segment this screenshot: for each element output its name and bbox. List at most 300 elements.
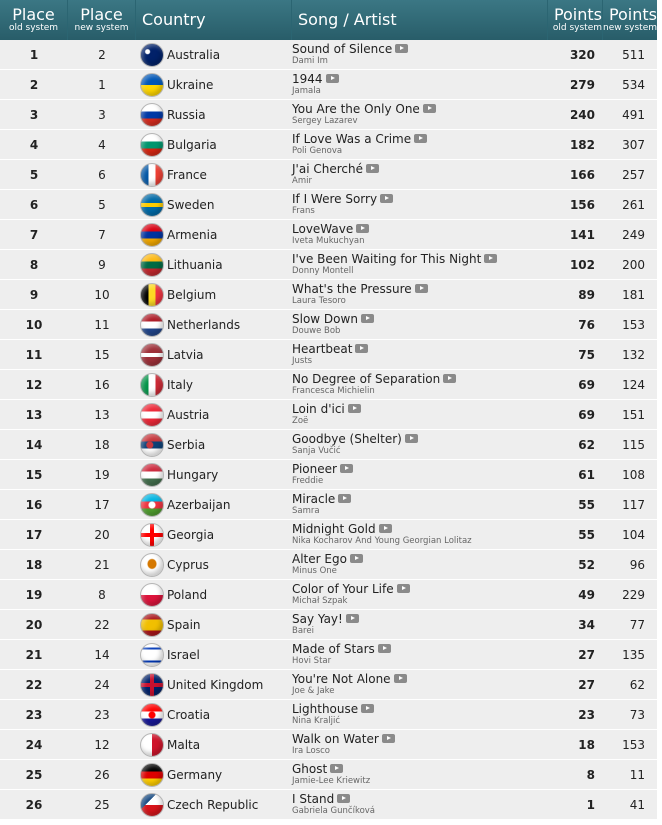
- points-old-cell: 75: [548, 340, 603, 370]
- points-new-cell: 257: [603, 160, 657, 190]
- country-cell: Azerbaijan: [167, 490, 292, 520]
- place-new-cell: 16: [68, 370, 136, 400]
- table-row[interactable]: [0, 400, 657, 430]
- play-video-icon[interactable]: [378, 644, 391, 653]
- place-old-cell: 19: [0, 580, 68, 610]
- play-video-icon[interactable]: [366, 164, 379, 173]
- song-title[interactable]: Lighthouse: [292, 702, 359, 716]
- header-place-new[interactable]: [68, 0, 136, 40]
- header-points-new-label: Points: [608, 5, 657, 24]
- place-new-cell: 1: [68, 70, 136, 100]
- table-row[interactable]: [0, 430, 657, 460]
- croatia-flag-icon: [140, 703, 164, 727]
- flag-cell: [136, 310, 167, 340]
- song-title[interactable]: Sound of Silence: [292, 42, 393, 56]
- artist-name: Zoë: [292, 416, 309, 426]
- lithuania-flag-icon: [140, 253, 164, 277]
- points-old-cell: 182: [548, 130, 603, 160]
- hungary-flag-icon: [140, 463, 164, 487]
- country-cell: Armenia: [167, 220, 292, 250]
- ukraine-flag-icon: [140, 73, 164, 97]
- country-cell: Lithuania: [167, 250, 292, 280]
- artist-name: Michał Szpak: [292, 596, 348, 606]
- place-old-cell: 3: [0, 100, 68, 130]
- points-old-cell: 141: [548, 220, 603, 250]
- artist-name: Samra: [292, 506, 320, 516]
- place-old-cell: 12: [0, 370, 68, 400]
- play-video-icon[interactable]: [379, 524, 392, 533]
- song-artist-cell: [292, 670, 548, 700]
- place-new-cell: 24: [68, 670, 136, 700]
- header-points-new[interactable]: [603, 0, 657, 40]
- play-video-icon[interactable]: [405, 434, 418, 443]
- table-row[interactable]: [0, 640, 657, 670]
- place-old-cell: 8: [0, 250, 68, 280]
- place-new-cell: 2: [68, 40, 136, 70]
- song-title[interactable]: Walk on Water: [292, 732, 379, 746]
- table-row[interactable]: [0, 370, 657, 400]
- song-title[interactable]: If I Were Sorry: [292, 192, 378, 206]
- place-old-cell: 26: [0, 790, 68, 820]
- flag-cell: [136, 580, 167, 610]
- latvia-flag-icon: [140, 343, 164, 367]
- points-new-cell: 534: [603, 70, 657, 100]
- song-artist-cell: [292, 550, 548, 580]
- artist-name: Douwe Bob: [292, 326, 341, 336]
- sweden-flag-icon: [140, 193, 164, 217]
- artist-name: Donny Montell: [292, 266, 354, 276]
- artist-name: Ira Losco: [292, 746, 331, 756]
- points-old-cell: 69: [548, 370, 603, 400]
- play-video-icon[interactable]: [346, 614, 359, 623]
- place-new-cell: 11: [68, 310, 136, 340]
- artist-name: Sergey Lazarev: [292, 116, 358, 126]
- flag-cell: [136, 700, 167, 730]
- place-new-cell: 4: [68, 130, 136, 160]
- points-new-cell: 132: [603, 340, 657, 370]
- place-old-cell: 14: [0, 430, 68, 460]
- header-place-old[interactable]: [0, 0, 68, 40]
- belgium-flag-icon: [140, 283, 164, 307]
- place-old-cell: 1: [0, 40, 68, 70]
- points-old-cell: 27: [548, 670, 603, 700]
- song-artist-cell: [292, 40, 548, 70]
- play-video-icon[interactable]: [484, 254, 497, 263]
- song-artist-cell: [292, 100, 548, 130]
- table-row[interactable]: [0, 670, 657, 700]
- germany-flag-icon: [140, 763, 164, 787]
- play-video-icon[interactable]: [443, 374, 456, 383]
- song-title[interactable]: Miracle: [292, 492, 336, 506]
- table-row[interactable]: [0, 40, 657, 70]
- table-row[interactable]: [0, 310, 657, 340]
- table-row[interactable]: [0, 460, 657, 490]
- play-video-icon[interactable]: [361, 314, 374, 323]
- place-new-cell: 20: [68, 520, 136, 550]
- place-old-cell: 17: [0, 520, 68, 550]
- country-cell: Cyprus: [167, 550, 292, 580]
- song-artist-cell: [292, 790, 548, 820]
- play-video-icon[interactable]: [414, 134, 427, 143]
- flag-cell: [136, 460, 167, 490]
- song-title[interactable]: J'ai Cherché: [292, 162, 363, 176]
- place-old-cell: 11: [0, 340, 68, 370]
- place-new-cell: 25: [68, 790, 136, 820]
- country-cell: Latvia: [167, 340, 292, 370]
- georgia-flag-icon: [140, 523, 164, 547]
- flag-cell: [136, 760, 167, 790]
- czech-republic-flag-icon: [140, 793, 164, 817]
- netherlands-flag-icon: [140, 313, 164, 337]
- table-row[interactable]: [0, 520, 657, 550]
- play-video-icon[interactable]: [415, 284, 428, 293]
- play-video-icon[interactable]: [326, 74, 339, 83]
- country-cell: France: [167, 160, 292, 190]
- flag-cell: [136, 520, 167, 550]
- points-new-cell: 229: [603, 580, 657, 610]
- table-row[interactable]: [0, 130, 657, 160]
- points-new-cell: 73: [603, 700, 657, 730]
- country-cell: Spain: [167, 610, 292, 640]
- song-title[interactable]: Loin d'ici: [292, 402, 345, 416]
- flag-cell: [136, 220, 167, 250]
- place-new-cell: 19: [68, 460, 136, 490]
- points-new-cell: 135: [603, 640, 657, 670]
- flag-cell: [136, 790, 167, 820]
- country-cell: Croatia: [167, 700, 292, 730]
- flag-cell: [136, 70, 167, 100]
- flag-cell: [136, 490, 167, 520]
- france-flag-icon: [140, 163, 164, 187]
- header-row: [0, 0, 657, 40]
- play-video-icon[interactable]: [356, 224, 369, 233]
- song-artist-cell: [292, 520, 548, 550]
- place-old-cell: 6: [0, 190, 68, 220]
- header-place-new-sub: new system: [74, 23, 129, 33]
- place-new-cell: 8: [68, 580, 136, 610]
- flag-cell: [136, 340, 167, 370]
- place-old-cell: 9: [0, 280, 68, 310]
- flag-cell: [136, 730, 167, 760]
- header-country-label: Country: [142, 10, 206, 29]
- place-new-cell: 18: [68, 430, 136, 460]
- points-new-cell: 181: [603, 280, 657, 310]
- artist-name: Minus One: [292, 566, 337, 576]
- flag-cell: [136, 640, 167, 670]
- place-new-cell: 5: [68, 190, 136, 220]
- song-artist-cell: [292, 280, 548, 310]
- country-cell: Bulgaria: [167, 130, 292, 160]
- bulgaria-flag-icon: [140, 133, 164, 157]
- song-artist-cell: [292, 340, 548, 370]
- points-old-cell: 61: [548, 460, 603, 490]
- points-new-cell: 124: [603, 370, 657, 400]
- header-points-old[interactable]: [548, 0, 603, 40]
- play-video-icon[interactable]: [395, 44, 408, 53]
- country-cell: Italy: [167, 370, 292, 400]
- song-artist-cell: [292, 160, 548, 190]
- song-artist-cell: [292, 220, 548, 250]
- song-title[interactable]: I Stand: [292, 792, 335, 806]
- artist-name: Nika Kocharov And Young Georgian Lolitaz: [292, 536, 472, 546]
- song-title[interactable]: 1944: [292, 72, 323, 86]
- play-video-icon[interactable]: [361, 704, 374, 713]
- points-new-cell: 96: [603, 550, 657, 580]
- poland-flag-icon: [140, 583, 164, 607]
- place-old-cell: 5: [0, 160, 68, 190]
- table-row[interactable]: [0, 790, 657, 820]
- points-new-cell: 261: [603, 190, 657, 220]
- flag-cell: [136, 400, 167, 430]
- points-old-cell: 49: [548, 580, 603, 610]
- flag-cell: [136, 280, 167, 310]
- play-video-icon[interactable]: [397, 584, 410, 593]
- points-new-cell: 153: [603, 310, 657, 340]
- play-video-icon[interactable]: [330, 764, 343, 773]
- song-artist-cell: [292, 130, 548, 160]
- song-title[interactable]: Alter Ego: [292, 552, 347, 566]
- header-points-new-sub: new system: [603, 23, 657, 33]
- song-artist-cell: [292, 250, 548, 280]
- header-song-artist[interactable]: [292, 0, 548, 40]
- artist-name: Iveta Mukuchyan: [292, 236, 365, 246]
- serbia-flag-icon: [140, 433, 164, 457]
- table-row[interactable]: [0, 220, 657, 250]
- table-row[interactable]: [0, 100, 657, 130]
- points-old-cell: 55: [548, 520, 603, 550]
- place-new-cell: 7: [68, 220, 136, 250]
- points-old-cell: 34: [548, 610, 603, 640]
- artist-name: Laura Tesoro: [292, 296, 346, 306]
- place-old-cell: 24: [0, 730, 68, 760]
- song-title[interactable]: Made of Stars: [292, 642, 375, 656]
- points-old-cell: 89: [548, 280, 603, 310]
- artist-name: Poli Genova: [292, 146, 343, 156]
- song-artist-cell: [292, 610, 548, 640]
- place-old-cell: 7: [0, 220, 68, 250]
- place-new-cell: 26: [68, 760, 136, 790]
- artist-name: Justs: [292, 356, 313, 366]
- table-row[interactable]: [0, 580, 657, 610]
- place-old-cell: 10: [0, 310, 68, 340]
- place-old-cell: 18: [0, 550, 68, 580]
- artist-name: Gabriela Gunčíková: [292, 806, 376, 816]
- country-cell: Hungary: [167, 460, 292, 490]
- italy-flag-icon: [140, 373, 164, 397]
- points-new-cell: 307: [603, 130, 657, 160]
- table-row[interactable]: [0, 70, 657, 100]
- table-row[interactable]: [0, 250, 657, 280]
- table-row[interactable]: [0, 490, 657, 520]
- header-place-old-sub: old system: [8, 23, 59, 33]
- place-new-cell: 10: [68, 280, 136, 310]
- song-artist-cell: [292, 370, 548, 400]
- header-place-new-label: Place: [80, 5, 123, 24]
- song-artist-cell: [292, 400, 548, 430]
- israel-flag-icon: [140, 643, 164, 667]
- table-row[interactable]: [0, 550, 657, 580]
- place-old-cell: 25: [0, 760, 68, 790]
- points-new-cell: 249: [603, 220, 657, 250]
- song-title[interactable]: Midnight Gold: [292, 522, 376, 536]
- points-new-cell: 117: [603, 490, 657, 520]
- flag-cell: [136, 190, 167, 220]
- play-video-icon[interactable]: [340, 464, 353, 473]
- artist-name: Dami Im: [292, 56, 328, 66]
- place-new-cell: 21: [68, 550, 136, 580]
- place-new-cell: 14: [68, 640, 136, 670]
- country-cell: Australia: [167, 40, 292, 70]
- place-new-cell: 17: [68, 490, 136, 520]
- song-title[interactable]: If Love Was a Crime: [292, 132, 412, 146]
- play-video-icon[interactable]: [350, 554, 363, 563]
- place-old-cell: 22: [0, 670, 68, 700]
- artist-name: Joe & Jake: [292, 686, 335, 696]
- header-country[interactable]: [136, 0, 292, 40]
- song-title[interactable]: Goodbye (Shelter): [292, 432, 402, 446]
- place-new-cell: 22: [68, 610, 136, 640]
- malta-flag-icon: [140, 733, 164, 757]
- play-video-icon[interactable]: [338, 494, 351, 503]
- points-old-cell: 240: [548, 100, 603, 130]
- song-artist-cell: [292, 700, 548, 730]
- song-title[interactable]: Pioneer: [292, 462, 337, 476]
- artist-name: Jamie-Lee Kriewitz: [292, 776, 371, 786]
- song-artist-cell: [292, 190, 548, 220]
- points-old-cell: 1: [548, 790, 603, 820]
- table-row[interactable]: [0, 280, 657, 310]
- artist-name: Frans: [292, 206, 315, 216]
- points-old-cell: 55: [548, 490, 603, 520]
- country-cell: Ukraine: [167, 70, 292, 100]
- song-artist-cell: [292, 430, 548, 460]
- song-title[interactable]: LoveWave: [292, 222, 354, 236]
- azerbaijan-flag-icon: [140, 493, 164, 517]
- song-title[interactable]: Heartbeat: [292, 342, 353, 356]
- country-cell: United Kingdom: [167, 670, 292, 700]
- points-old-cell: 279: [548, 70, 603, 100]
- place-new-cell: 13: [68, 400, 136, 430]
- song-title[interactable]: Ghost: [292, 762, 328, 776]
- song-artist-cell: [292, 730, 548, 760]
- points-new-cell: 11: [603, 760, 657, 790]
- points-new-cell: 62: [603, 670, 657, 700]
- country-cell: Russia: [167, 100, 292, 130]
- song-artist-cell: [292, 70, 548, 100]
- place-old-cell: 20: [0, 610, 68, 640]
- song-title[interactable]: No Degree of Separation: [292, 372, 441, 386]
- points-new-cell: 41: [603, 790, 657, 820]
- points-old-cell: 23: [548, 700, 603, 730]
- table-row[interactable]: [0, 730, 657, 760]
- song-title[interactable]: Color of Your Life: [292, 582, 394, 596]
- table-row[interactable]: [0, 700, 657, 730]
- cyprus-flag-icon: [140, 553, 164, 577]
- song-title[interactable]: You're Not Alone: [292, 672, 391, 686]
- points-new-cell: 491: [603, 100, 657, 130]
- play-video-icon[interactable]: [337, 794, 350, 803]
- points-old-cell: 320: [548, 40, 603, 70]
- country-cell: Malta: [167, 730, 292, 760]
- play-video-icon[interactable]: [382, 734, 395, 743]
- play-video-icon[interactable]: [348, 404, 361, 413]
- artist-name: Freddie: [292, 476, 324, 486]
- spain-flag-icon: [140, 613, 164, 637]
- song-title[interactable]: I've Been Waiting for This Night: [292, 252, 482, 266]
- country-cell: Austria: [167, 400, 292, 430]
- flag-cell: [136, 670, 167, 700]
- points-old-cell: 8: [548, 760, 603, 790]
- header-points-old-sub: old system: [552, 23, 602, 33]
- artist-name: Amir: [292, 176, 312, 186]
- artist-name: Jamala: [292, 86, 321, 96]
- points-old-cell: 156: [548, 190, 603, 220]
- country-cell: Georgia: [167, 520, 292, 550]
- table-row[interactable]: [0, 340, 657, 370]
- place-old-cell: 21: [0, 640, 68, 670]
- country-cell: Belgium: [167, 280, 292, 310]
- results-body: [0, 40, 657, 820]
- points-new-cell: 104: [603, 520, 657, 550]
- song-title[interactable]: You Are the Only One: [292, 102, 420, 116]
- place-new-cell: 23: [68, 700, 136, 730]
- country-cell: Israel: [167, 640, 292, 670]
- header-points-old-label: Points: [553, 5, 602, 24]
- table-row[interactable]: [0, 760, 657, 790]
- place-old-cell: 16: [0, 490, 68, 520]
- artist-name: Francesca Michielin: [292, 386, 375, 396]
- points-old-cell: 102: [548, 250, 603, 280]
- artist-name: Barei: [292, 626, 314, 636]
- song-artist-cell: [292, 640, 548, 670]
- points-old-cell: 62: [548, 430, 603, 460]
- play-video-icon[interactable]: [394, 674, 407, 683]
- country-cell: Germany: [167, 760, 292, 790]
- place-old-cell: 15: [0, 460, 68, 490]
- table-row[interactable]: [0, 160, 657, 190]
- song-title[interactable]: Say Yay!: [292, 612, 343, 626]
- points-new-cell: 511: [603, 40, 657, 70]
- flag-cell: [136, 40, 167, 70]
- table-row[interactable]: [0, 190, 657, 220]
- points-new-cell: 153: [603, 730, 657, 760]
- points-old-cell: 69: [548, 400, 603, 430]
- country-cell: Poland: [167, 580, 292, 610]
- place-new-cell: 12: [68, 730, 136, 760]
- song-artist-cell: [292, 490, 548, 520]
- points-old-cell: 76: [548, 310, 603, 340]
- header-place-old-label: Place: [12, 5, 55, 24]
- table-row[interactable]: [0, 610, 657, 640]
- song-title[interactable]: Slow Down: [292, 312, 358, 326]
- song-title[interactable]: What's the Pressure: [292, 282, 412, 296]
- play-video-icon[interactable]: [355, 344, 368, 353]
- song-artist-cell: [292, 760, 548, 790]
- header-song-artist-label: Song / Artist: [298, 10, 397, 29]
- united-kingdom-flag-icon: [140, 673, 164, 697]
- points-new-cell: 77: [603, 610, 657, 640]
- place-old-cell: 2: [0, 70, 68, 100]
- play-video-icon[interactable]: [380, 194, 393, 203]
- flag-cell: [136, 610, 167, 640]
- play-video-icon[interactable]: [423, 104, 436, 113]
- place-old-cell: 13: [0, 400, 68, 430]
- place-new-cell: 3: [68, 100, 136, 130]
- flag-cell: [136, 100, 167, 130]
- artist-name: Sanja Vučić: [292, 446, 341, 456]
- points-old-cell: 18: [548, 730, 603, 760]
- points-old-cell: 52: [548, 550, 603, 580]
